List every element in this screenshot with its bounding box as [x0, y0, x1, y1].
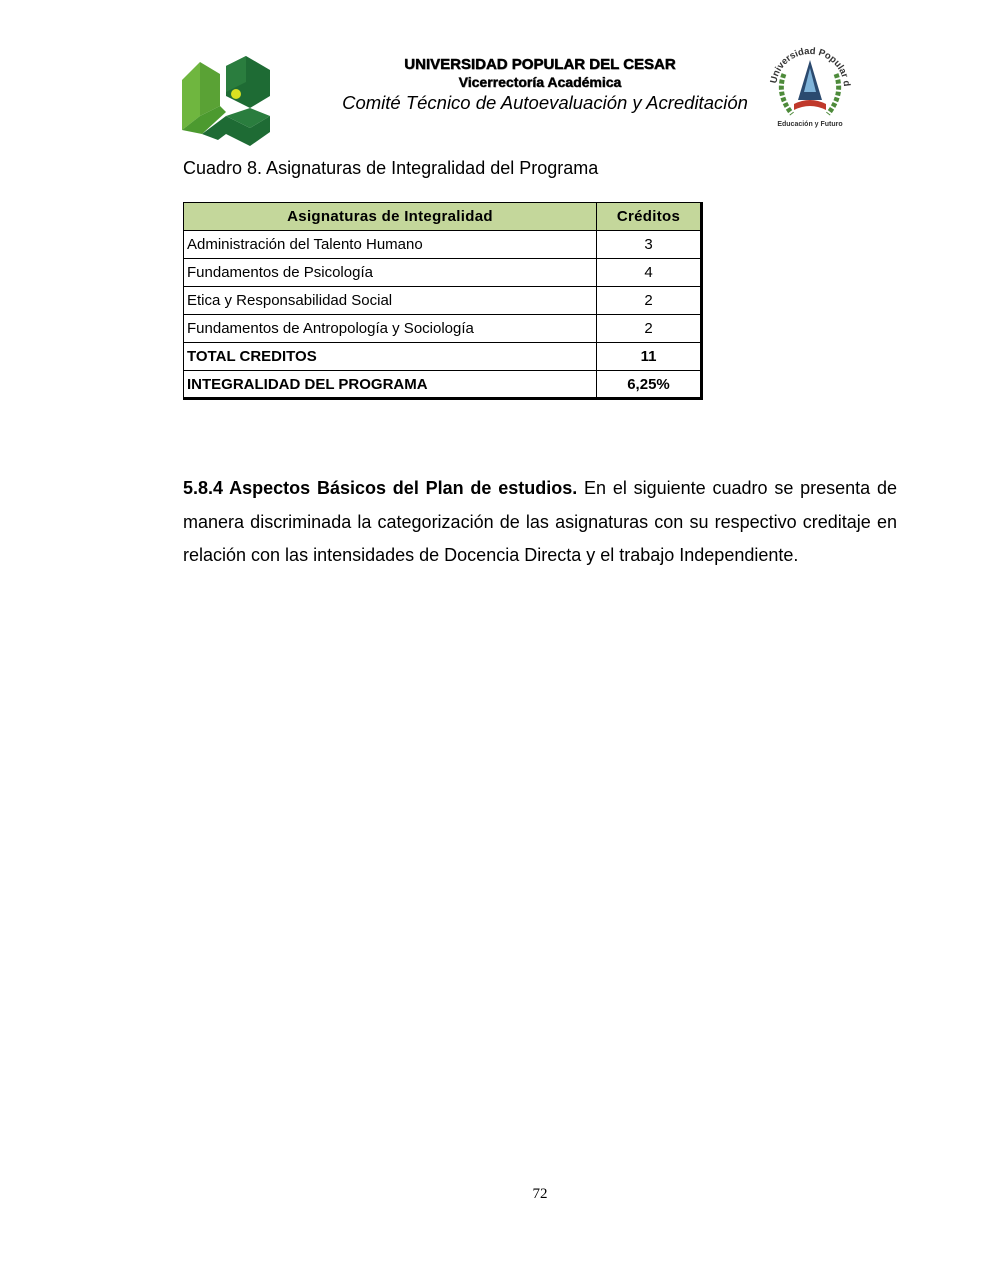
total-row [184, 343, 702, 371]
header-credits: Créditos [597, 203, 702, 231]
credits-cell: 2 [597, 287, 702, 315]
table-row [184, 315, 702, 343]
integrality-label: INTEGRALIDAD DEL PROGRAMA [184, 371, 597, 399]
subject-cell: Fundamentos de Antropología y Sociología [184, 315, 597, 343]
header-text [290, 56, 790, 114]
subject-cell: Administración del Talento Humano [184, 231, 597, 259]
integrality-value: 6,25% [597, 371, 702, 399]
total-value: 11 [597, 343, 702, 371]
credits-cell: 3 [597, 231, 702, 259]
integrality-row [184, 371, 702, 399]
vice-rectory-title: Vicerrectoría Académica [458, 74, 622, 90]
table-row [184, 259, 702, 287]
section-heading: 5.8.4 Aspectos Básicos del Plan de estudios. [183, 478, 578, 498]
credits-cell: 4 [597, 259, 702, 287]
section-paragraph [183, 472, 897, 573]
page-number: 72 [532, 1186, 548, 1202]
svg-text:Educación y Futuro: Educación y Futuro [777, 121, 843, 128]
subject-cell: Etica y Responsabilidad Social [184, 287, 597, 315]
header-subjects: Asignaturas de Integralidad [184, 203, 597, 231]
seal-graphic [762, 34, 858, 130]
table-header-row [184, 203, 702, 231]
university-seal [762, 34, 858, 130]
table-row [184, 287, 702, 315]
upc-logo [180, 54, 272, 148]
subject-cell: Fundamentos de Psicología [184, 259, 597, 287]
committee-title: Comité Técnico de Autoevaluación y Acreditación [342, 92, 748, 113]
table-row [184, 231, 702, 259]
section-body: En el siguiente cuadro se presenta de manera discriminada la categorización de las asignaturas con su respectivo creditaje en relación con las intensidades de Docencia Directa y el trabajo Independiente. [183, 478, 897, 566]
total-label: TOTAL CREDITOS [184, 343, 597, 371]
svg-text:Universidad Popular del Cesar: Universidad Popular d [768, 45, 853, 88]
upc-logo-graphic [180, 54, 272, 148]
table-caption: Cuadro 8. Asignaturas de Integralidad del Programa [183, 158, 599, 178]
integrality-subjects-table [183, 202, 703, 400]
credits-cell: 2 [597, 315, 702, 343]
university-title: UNIVERSIDAD POPULAR DEL CESAR [404, 56, 676, 73]
